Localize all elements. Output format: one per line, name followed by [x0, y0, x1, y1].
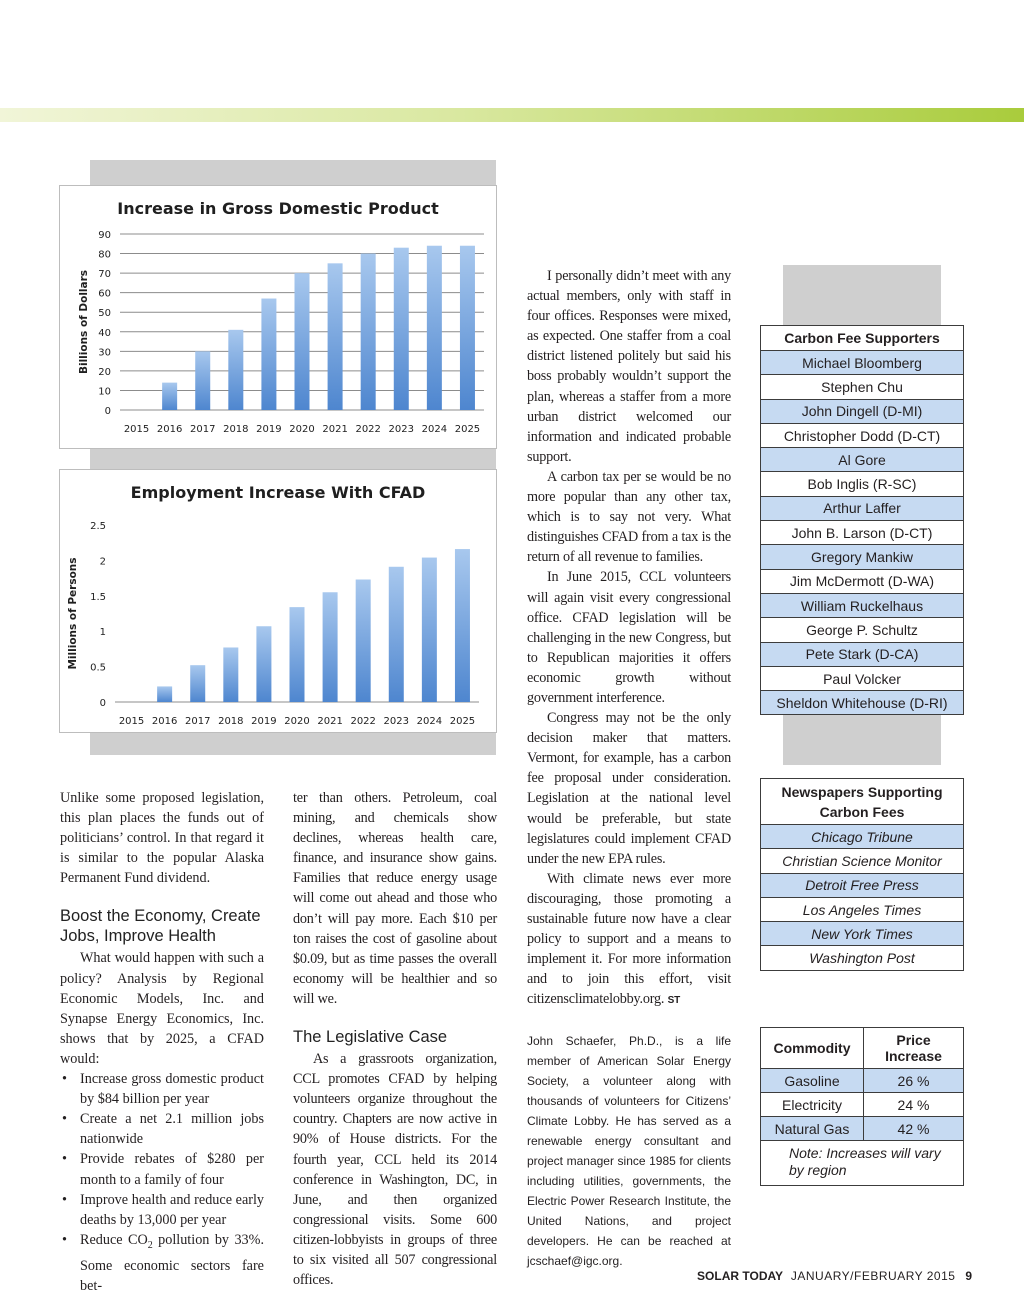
y-tick-label: 10 — [98, 386, 111, 398]
supporter-name: Christopher Dodd (D-CT) — [761, 423, 964, 447]
y-tick-label: 60 — [98, 288, 111, 300]
y-tick-label: 90 — [98, 230, 111, 241]
supporter-name: William Ruckelhaus — [761, 593, 964, 617]
gdp-chart-title: Increase in Gross Domestic Product — [117, 199, 439, 218]
y-tick-label: 80 — [98, 249, 111, 261]
analysis-paragraph: What would happen with such a policy? Analysis by Regional Economic Models, Inc. and Synapse Energy Economics, Inc. shows that by 2025, a CFAD would: — [60, 950, 264, 1067]
benefit-item: • Improve health and reduce early deaths by 13,000 per year — [60, 1190, 264, 1230]
commodity-header: Commodity — [761, 1028, 864, 1069]
newspaper-name: Christian Science Monitor — [761, 849, 964, 873]
commodity-name: Gasoline — [761, 1069, 864, 1093]
y-tick-label: 20 — [98, 366, 111, 378]
column-1 — [60, 788, 264, 1296]
x-tick-label: 2018 — [218, 716, 244, 727]
legislative-paragraph: As a grassroots organization, CCL promotes CFAD by helping volunteers organize throughout the country. Chapters are now active in 90% of House districts. For the fourth year, CCL held its 2014 conference in Washington, DC, in June, and then organized congressional visits. Some 600 citizen-lobbyists in groups of three to six visited all 507 congressional offices. — [293, 1051, 497, 1289]
bar-2016 — [162, 383, 177, 410]
bar-2019 — [261, 299, 276, 410]
bar-2018 — [228, 330, 243, 410]
x-tick-label: 2019 — [256, 424, 282, 435]
end-mark: ST — [667, 995, 680, 1007]
y-axis-label: Millions of Persons — [67, 557, 79, 670]
bar-2021 — [328, 263, 343, 410]
bar-2016 — [157, 686, 172, 702]
bar-2020 — [290, 607, 305, 702]
benefit-item: • Increase gross domestic product by $84 billion per year — [60, 1069, 264, 1109]
bar-2024 — [427, 246, 442, 410]
x-tick-label: 2023 — [388, 424, 414, 435]
supporter-name: Gregory Mankiw — [761, 545, 964, 569]
x-tick-label: 2021 — [322, 424, 348, 435]
bar-2019 — [256, 626, 271, 702]
intro-paragraph: Unlike some proposed legislation, this plan places the funds out of politicians’ control. In that regard it is similar to the popular Alaska Permanent Fund dividend. — [60, 790, 264, 887]
bar-2023 — [394, 248, 409, 410]
supporter-name: Arthur Laffer — [761, 496, 964, 520]
x-tick-label: 2015 — [123, 424, 150, 435]
benefits-list — [60, 1069, 264, 1296]
x-tick-label: 2015 — [118, 716, 145, 727]
y-tick-label: 0.5 — [90, 662, 106, 674]
x-tick-label: 2025 — [449, 716, 476, 727]
y-tick-label: 30 — [98, 347, 111, 359]
x-tick-label: 2024 — [421, 424, 448, 435]
page-footer — [697, 1269, 972, 1283]
y-tick-label: 1 — [99, 627, 106, 639]
employment-chart-title: Employment Increase With CFAD — [130, 483, 426, 502]
y-tick-label: 70 — [98, 269, 111, 281]
y-tick-label: 0 — [104, 406, 111, 417]
supporter-name: Michael Bloomberg — [761, 351, 964, 375]
y-tick-label: 40 — [98, 327, 111, 339]
x-tick-label: 2025 — [454, 424, 481, 435]
commodity-price: 24 % — [864, 1093, 964, 1117]
closing-paragraph: With climate news ever more discouraging, those promoting a sustainable future now have a clear policy to support and a means to implement it. For more information and to join this effort, visit citizensclimatelobby.org. ST — [527, 870, 731, 1008]
x-tick-label: 2016 — [151, 716, 178, 727]
top-accent-bar — [0, 108, 1024, 122]
bar-2022 — [361, 254, 376, 410]
y-tick-label: 0 — [99, 698, 106, 709]
section-heading-legislative: The Legislative Case — [293, 1028, 448, 1047]
price-increase-header: Price Increase — [864, 1028, 964, 1069]
body-paragraph: I personally didn’t meet with any actual members, only with staff in four offices. Responses were mixed, as expected. One staffer from a coal district listened politely but said his boss probably wouldn’t support the plan, whereas a staffer from a more urban district welcomed our information and indicated probable support. — [527, 268, 731, 465]
bar-2024 — [422, 558, 437, 702]
issue-date: JANUARY/FEBRUARY 2015 — [790, 1269, 956, 1283]
employment-chart — [59, 469, 497, 733]
page-number: 9 — [965, 1269, 972, 1283]
supporter-name: John Dingell (D-MI) — [761, 399, 964, 423]
supporter-name: George P. Schultz — [761, 618, 964, 642]
x-tick-label: 2021 — [317, 716, 343, 727]
x-tick-label: 2020 — [289, 424, 315, 435]
bar-2025 — [460, 246, 475, 410]
benefit-item: • Create a net 2.1 million jobs nationwide — [60, 1109, 264, 1149]
bar-2020 — [295, 273, 310, 410]
supporter-name: Pete Stark (D-CA) — [761, 642, 964, 666]
x-tick-label: 2017 — [190, 424, 216, 435]
newspaper-name: Detroit Free Press — [761, 873, 964, 897]
x-tick-label: 2022 — [355, 424, 381, 435]
commodity-price: 42 % — [864, 1117, 964, 1141]
x-tick-label: 2024 — [416, 716, 443, 727]
supporter-name: Al Gore — [761, 448, 964, 472]
newspaper-name: New York Times — [761, 922, 964, 946]
commodity-name: Natural Gas — [761, 1117, 864, 1141]
y-tick-label: 2 — [99, 556, 106, 568]
x-tick-label: 2018 — [223, 424, 249, 435]
gdp-chart — [59, 185, 497, 449]
body-paragraph: In June 2015, CCL volunteers will again visit every congressional office. CFAD legislation will be challenging in the new Congress, but to Republican majorities it offers economic growth without government interference. — [527, 569, 731, 706]
bar-2025 — [455, 549, 470, 702]
benefit-item: • Provide rebates of $280 per month to a family of four — [60, 1149, 264, 1189]
column-3 — [527, 266, 731, 1271]
newspaper-name: Los Angeles Times — [761, 897, 964, 921]
x-tick-label: 2023 — [383, 716, 409, 727]
supporters-table-title: Carbon Fee Supporters — [761, 326, 964, 351]
magazine-name: SOLAR TODAY — [697, 1269, 784, 1283]
x-tick-label: 2019 — [251, 716, 277, 727]
employment-chart-svg — [60, 470, 496, 732]
gdp-chart-svg — [60, 186, 496, 448]
bar-2018 — [223, 647, 238, 702]
commodity-price-table — [760, 1027, 964, 1186]
body-paragraph: A carbon tax per se would be no more popular than any other tax, which is to say not very. What distinguishes CFAD from a tax is the return of all revenue to families. — [527, 468, 731, 566]
bar-2017 — [190, 665, 205, 702]
x-tick-label: 2016 — [156, 424, 183, 435]
author-bio: John Schaefer, Ph.D., is a life member of American Solar Energy Society, a volunteer along with thousands of volunteers for Citizens’ Climate Lobby. He has served as a renewable energy consultant and project manager since 1985 for clients including utilities, governments, the Electric Power Research Institute, the United Nations, and project developers. He can be reached at jcschaef@igc.org. — [527, 1034, 731, 1269]
benefit-item: • Reduce $CO_2$ pollution by 33%. Some economic sectors fare bet- — [60, 1230, 264, 1296]
x-tick-label: 2020 — [284, 716, 310, 727]
section-heading-economy: Boost the Economy, Create Jobs, Improve Health — [60, 907, 261, 946]
body-paragraph: Congress may not be the only decision maker that matters. Vermont, for example, has a carbon fee proposal under consideration. Legislation at the national level would be preferable, but state legislatures could implement CFAD under the new EPA rules. — [527, 710, 731, 867]
bar-2017 — [195, 351, 210, 410]
bar-2023 — [389, 567, 404, 702]
newspaper-name: Washington Post — [761, 946, 964, 970]
y-tick-label: 2.5 — [90, 521, 106, 532]
column-2 — [293, 788, 497, 1290]
newspapers-table-title: Newspapers Supporting Carbon Fees — [761, 779, 964, 825]
supporter-name: Sheldon Whitehouse (D-RI) — [761, 691, 964, 715]
carbon-fee-supporters-table — [760, 325, 964, 715]
bar-2021 — [323, 592, 338, 702]
supporter-name: Jim McDermott (D-WA) — [761, 569, 964, 593]
x-tick-label: 2022 — [350, 716, 376, 727]
newspaper-name: Chicago Tribune — [761, 825, 964, 849]
sectors-paragraph: ter than others. Petroleum, coal mining, and chemicals show declines, whereas health care, finance, and insurance show gains. Families that reduce energy usage will come out ahead and those who don’t will pay more. Each $10 per ton raises the cost of gasoline about $0.09, but as time passes the overall economy will be healthier and so will we. — [293, 790, 497, 1007]
commodity-note: Note: Increases will vary by region — [761, 1141, 964, 1186]
y-axis-label: Billions of Dollars — [78, 269, 90, 375]
supporter-name: Paul Volcker — [761, 666, 964, 690]
supporter-name: John B. Larson (D-CT) — [761, 521, 964, 545]
newspapers-table — [760, 778, 964, 971]
supporter-name: Bob Inglis (R-SC) — [761, 472, 964, 496]
commodity-price: 26 % — [864, 1069, 964, 1093]
supporter-name: Stephen Chu — [761, 375, 964, 399]
x-tick-label: 2017 — [185, 716, 211, 727]
y-tick-label: 1.5 — [90, 591, 106, 603]
y-tick-label: 50 — [98, 308, 111, 320]
commodity-name: Electricity — [761, 1093, 864, 1117]
bar-2022 — [356, 580, 371, 702]
